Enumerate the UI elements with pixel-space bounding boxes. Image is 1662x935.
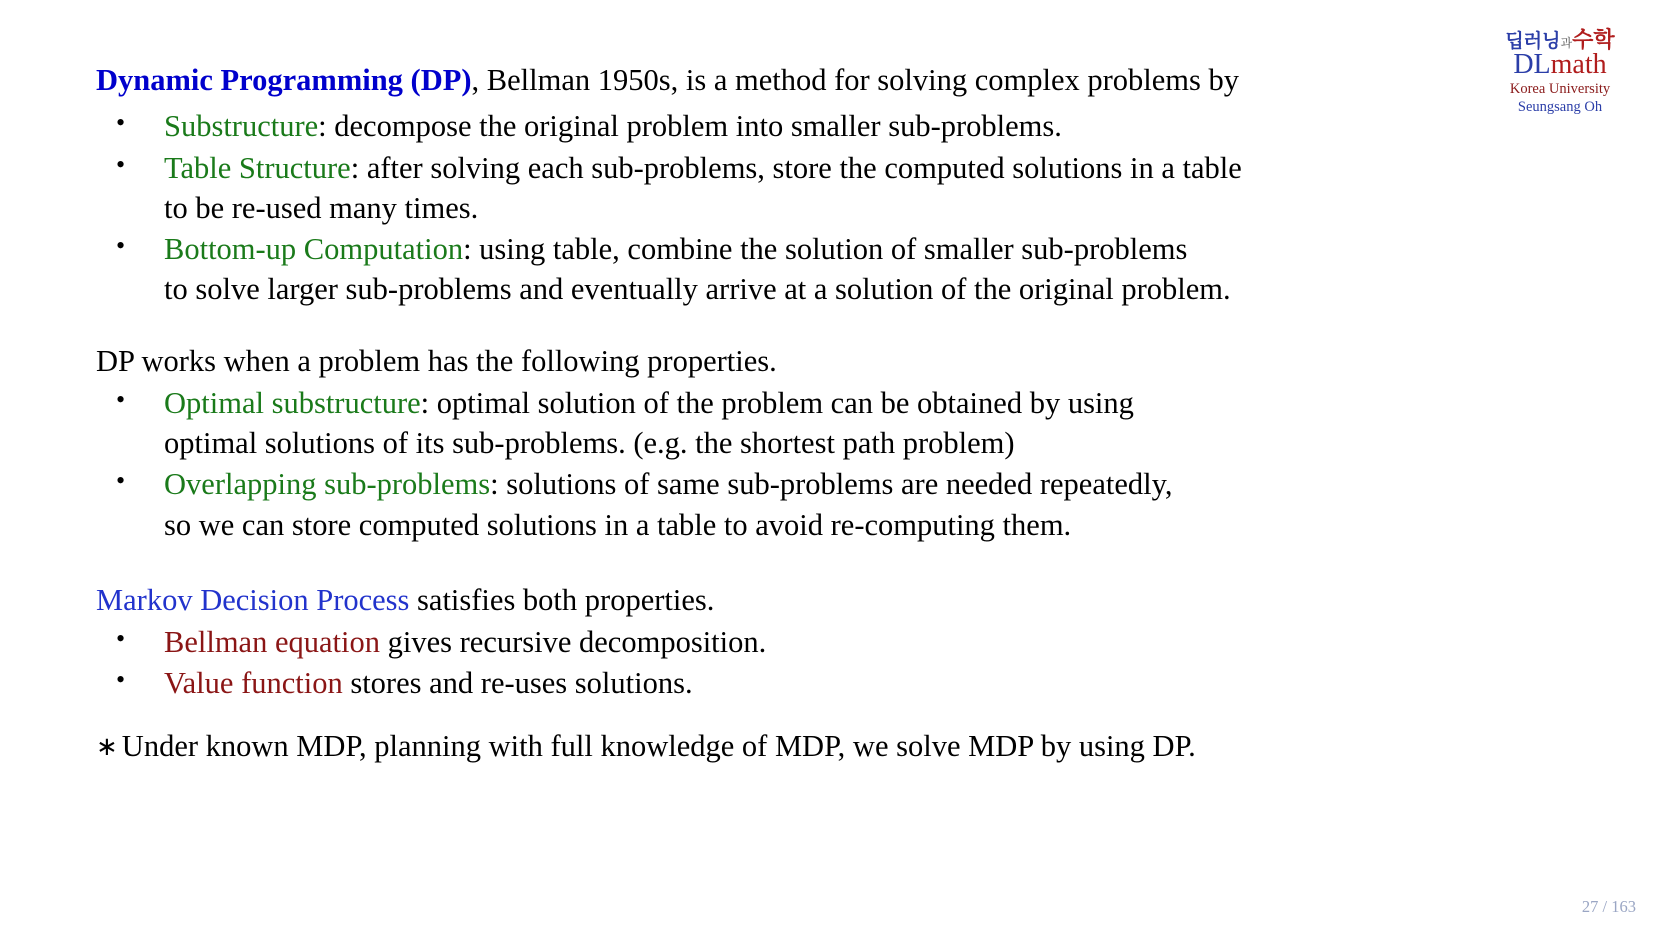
term-bottom-up-computation: Bottom-up Computation [164,232,464,266]
logo-korean-deeplearning: 딥러닝 [1505,31,1561,52]
logo-university: Korea University [1509,81,1611,98]
list-item [96,663,1516,703]
spacer [96,311,1516,341]
logo-korean-and: 과 [1560,36,1573,50]
term-markov-decision-process: Markov Decision Process [96,582,410,617]
term-table-structure: Table Structure [164,150,351,185]
list-item [96,229,1516,310]
list-item-text: : decompose the original problem into smaller sub-problems. [318,109,1062,144]
page-number: 27 / 163 [1581,897,1636,916]
footnote-text: Under known MDP, planning with full knowledge of MDP, we solve MDP by using DP. [121,728,1196,763]
bullet-list-dp-steps [96,106,1516,309]
term-bellman-equation: Bellman equation [164,625,380,659]
list-item [96,622,1516,662]
term-substructure: Substructure [164,109,319,144]
footnote [96,726,1516,766]
list-item-text: : using table, combine the solution of smaller sub-problems [463,232,1188,266]
term-overlapping-sub-problems: Overlapping sub-problems [164,467,491,502]
term-dynamic-programming: Dynamic Programming (DP) [96,63,472,97]
list-item-text: stores and re-uses solutions. [342,666,693,701]
paragraph-mdp-text: satisfies both properties. [409,582,715,617]
logo-author: Seungsang Oh [1517,98,1603,115]
paragraph-mdp [96,580,1516,620]
list-item-text: : solutions of same sub-problems are needed repeatedly, [490,467,1173,502]
list-item-continuation: to solve larger sub-problems and eventually arrive at a solution of the original problem. [164,272,1231,307]
term-optimal-substructure: Optimal substructure [164,385,421,420]
list-item-text: : after solving each sub-problems, store the computed solutions in a table [350,150,1242,185]
list-item-continuation: optimal solutions of its sub-problems. (e.g. the shortest path problem) [164,426,1015,460]
paragraph-dp-properties: DP works when a problem has the following properties. [96,343,777,378]
bullet-list-dp-properties [96,383,1516,545]
spacer [96,546,1516,580]
footnote-marker: ∗ [96,731,118,761]
list-item-continuation: so we can store computed solutions in a table to avoid re-computing them. [164,507,1072,542]
bullet-list-mdp-properties [96,622,1516,704]
term-value-function: Value function [164,666,343,701]
list-item-text: : optimal solution of the problem can be obtained by using [420,385,1134,420]
list-item [96,148,1516,229]
logo-korean-math: 수학 [1572,27,1615,52]
slide-content [96,60,1516,796]
lead-paragraph [96,60,1516,100]
list-item-text: gives recursive decomposition. [380,625,767,659]
logo-math-text: math [1550,48,1607,80]
list-item [96,106,1516,146]
list-item [96,383,1516,464]
logo-dl-text: DL [1513,48,1551,80]
list-item-continuation: to be re-used many times. [164,190,479,225]
list-item [96,464,1516,545]
lead-paragraph-text: , Bellman 1950s, is a method for solving complex problems by [471,63,1240,97]
